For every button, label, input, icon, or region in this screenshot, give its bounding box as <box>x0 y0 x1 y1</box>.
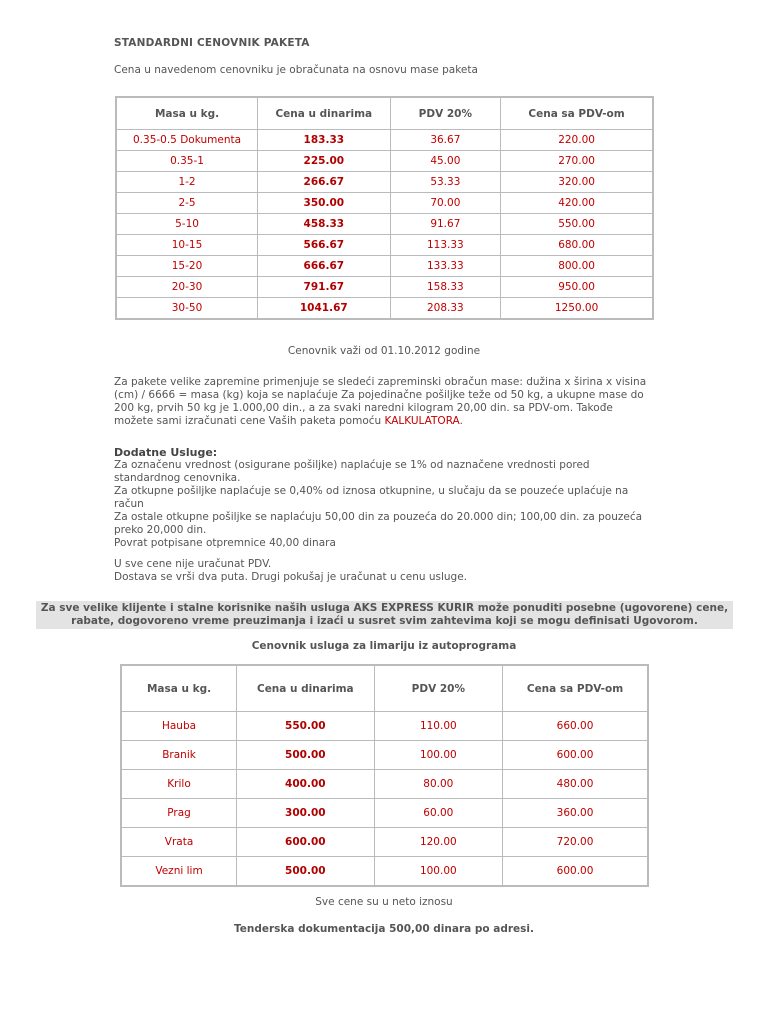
table-row <box>116 130 653 151</box>
cell-mass: Vrata <box>121 828 237 857</box>
cell-price-with-vat: 220.00 <box>501 130 653 151</box>
cell-vat: 100.00 <box>374 741 502 770</box>
corporate-clients-banner: Za sve velike klijente i stalne korisnike naših usluga AKS EXPRESS KURIR može ponuditi posebne (ugovorene) cene, rabate, dogovoreno vreme preuzimanja i izaći u susret svim zahtevima koji se mogu definisati Ugovorom. <box>36 601 733 629</box>
cell-price: 666.67 <box>258 256 391 277</box>
table-header-row <box>116 97 653 130</box>
column-header-vat: PDV 20% <box>390 97 501 130</box>
cell-vat: 53.33 <box>390 172 501 193</box>
cell-vat: 45.00 <box>390 151 501 172</box>
bodywork-price-table <box>120 664 649 887</box>
column-header-vat: PDV 20% <box>374 665 502 712</box>
cell-mass: 1-2 <box>116 172 258 193</box>
tender-note: Tenderska dokumentacija 500,00 dinara po adresi. <box>233 923 535 935</box>
cell-mass: Vezni lim <box>121 857 237 887</box>
cell-price-with-vat: 360.00 <box>503 799 648 828</box>
extra-services-section <box>114 446 654 550</box>
cell-price: 266.67 <box>258 172 391 193</box>
table-row <box>121 857 648 887</box>
cell-vat: 60.00 <box>374 799 502 828</box>
cell-mass: Prag <box>121 799 237 828</box>
cell-price-with-vat: 600.00 <box>503 741 648 770</box>
cell-price: 500.00 <box>237 857 375 887</box>
cell-vat: 91.67 <box>390 214 501 235</box>
cell-vat: 120.00 <box>374 828 502 857</box>
cell-mass: 2-5 <box>116 193 258 214</box>
cell-price-with-vat: 680.00 <box>501 235 653 256</box>
cell-price: 791.67 <box>258 277 391 298</box>
delivery-note: Dostava se vrši dva puta. Drugi pokušaj je uračunat u cenu usluge. <box>114 571 468 583</box>
table-header-row <box>121 665 648 712</box>
cell-price-with-vat: 420.00 <box>501 193 653 214</box>
table-row <box>116 235 653 256</box>
extra-service-line: Za otkupne pošiljke naplaćuje se 0,40% od iznosa otkupnine, u slučaju da se pouzeće uplaćuje na račun <box>114 485 629 510</box>
column-header-price: Cena u dinarima <box>258 97 391 130</box>
cell-mass: 0.35-0.5 Dokumenta <box>116 130 258 151</box>
table-row <box>121 770 648 799</box>
cell-price-with-vat: 600.00 <box>503 857 648 887</box>
table-row <box>121 799 648 828</box>
cell-mass: Krilo <box>121 770 237 799</box>
cell-vat: 133.33 <box>390 256 501 277</box>
cell-vat: 158.33 <box>390 277 501 298</box>
cell-vat: 208.33 <box>390 298 501 320</box>
cell-price-with-vat: 550.00 <box>501 214 653 235</box>
cell-mass: 30-50 <box>116 298 258 320</box>
notes-section <box>114 558 654 584</box>
table-row <box>116 172 653 193</box>
cell-price: 1041.67 <box>258 298 391 320</box>
column-header-price-with-vat: Cena sa PDV-om <box>501 97 653 130</box>
column-header-mass: Masa u kg. <box>121 665 237 712</box>
cell-vat: 80.00 <box>374 770 502 799</box>
cell-price: 225.00 <box>258 151 391 172</box>
intro-text: Cena u navedenom cenovniku je obračunata na osnovu mase paketa <box>114 64 478 76</box>
volume-calculation-text <box>114 376 654 428</box>
table-row <box>116 193 653 214</box>
volume-text: Za pakete velike zapremine primenjuje se sledeći zapreminski obračun mase: dužina x širina x visina (cm) / 6666 = masa (kg) koja se naplaćuje Za pojedinačne pošiljke teže od 50 kg, a ukupne mase do 200 kg, prvih 50 kg je 1.000,00 din., a za svaki naredni kilogram 20,00 din. sa PDV-om. Takođe možete sami izračunati cene Vaših paketa pomoću <box>114 376 647 427</box>
vat-note: U sve cene nije uračunat PDV. <box>114 558 272 570</box>
cell-price: 183.33 <box>258 130 391 151</box>
net-amount-note: Sve cene su u neto iznosu <box>315 896 453 908</box>
cell-vat: 110.00 <box>374 712 502 741</box>
validity-note: Cenovnik važi od 01.10.2012 godine <box>287 345 481 357</box>
table-row <box>116 214 653 235</box>
cell-mass: Branik <box>121 741 237 770</box>
period: . <box>459 415 463 427</box>
package-price-table <box>115 96 654 320</box>
cell-mass: 10-15 <box>116 235 258 256</box>
cell-mass: 15-20 <box>116 256 258 277</box>
cell-vat: 100.00 <box>374 857 502 887</box>
extra-service-line: Za ostale otkupne pošiljke se naplaćuju 50,00 din za pouzeća do 20.000 din; 100,00 din. za pouzeća preko 20,000 din. <box>114 511 643 536</box>
cell-vat: 36.67 <box>390 130 501 151</box>
page-title: STANDARDNI CENOVNIK PAKETA <box>114 37 310 49</box>
cell-price-with-vat: 1250.00 <box>501 298 653 320</box>
cell-price: 566.67 <box>258 235 391 256</box>
cell-price: 550.00 <box>237 712 375 741</box>
bodywork-table-title: Cenovnik usluga za limariju iz autoprograma <box>251 640 517 652</box>
extra-service-line: Povrat potpisane otpremnice 40,00 dinara <box>114 537 336 549</box>
cell-price-with-vat: 950.00 <box>501 277 653 298</box>
cell-price: 500.00 <box>237 741 375 770</box>
cell-mass: 5-10 <box>116 214 258 235</box>
column-header-price-with-vat: Cena sa PDV-om <box>503 665 648 712</box>
extra-services-heading: Dodatne Usluge: <box>114 446 218 459</box>
table-row <box>121 712 648 741</box>
cell-price-with-vat: 800.00 <box>501 256 653 277</box>
cell-vat: 70.00 <box>390 193 501 214</box>
cell-price: 350.00 <box>258 193 391 214</box>
cell-price-with-vat: 320.00 <box>501 172 653 193</box>
cell-mass: 0.35-1 <box>116 151 258 172</box>
column-header-mass: Masa u kg. <box>116 97 258 130</box>
table-row <box>121 828 648 857</box>
cell-price-with-vat: 270.00 <box>501 151 653 172</box>
cell-mass: 20-30 <box>116 277 258 298</box>
cell-price-with-vat: 660.00 <box>503 712 648 741</box>
cell-mass: Hauba <box>121 712 237 741</box>
cell-price-with-vat: 480.00 <box>503 770 648 799</box>
table-row <box>116 151 653 172</box>
cell-price-with-vat: 720.00 <box>503 828 648 857</box>
table-row <box>116 256 653 277</box>
cell-price: 400.00 <box>237 770 375 799</box>
calculator-link[interactable]: KALKULATORA <box>384 415 460 427</box>
cell-price: 300.00 <box>237 799 375 828</box>
table-row <box>121 741 648 770</box>
table-row <box>116 298 653 320</box>
cell-price: 458.33 <box>258 214 391 235</box>
column-header-price: Cena u dinarima <box>237 665 375 712</box>
extra-service-line: Za označenu vrednost (osigurane pošiljke) naplaćuje se 1% od naznačene vrednosti pored standardnog cenovnika. <box>114 459 590 484</box>
table-row <box>116 277 653 298</box>
cell-price: 600.00 <box>237 828 375 857</box>
cell-vat: 113.33 <box>390 235 501 256</box>
